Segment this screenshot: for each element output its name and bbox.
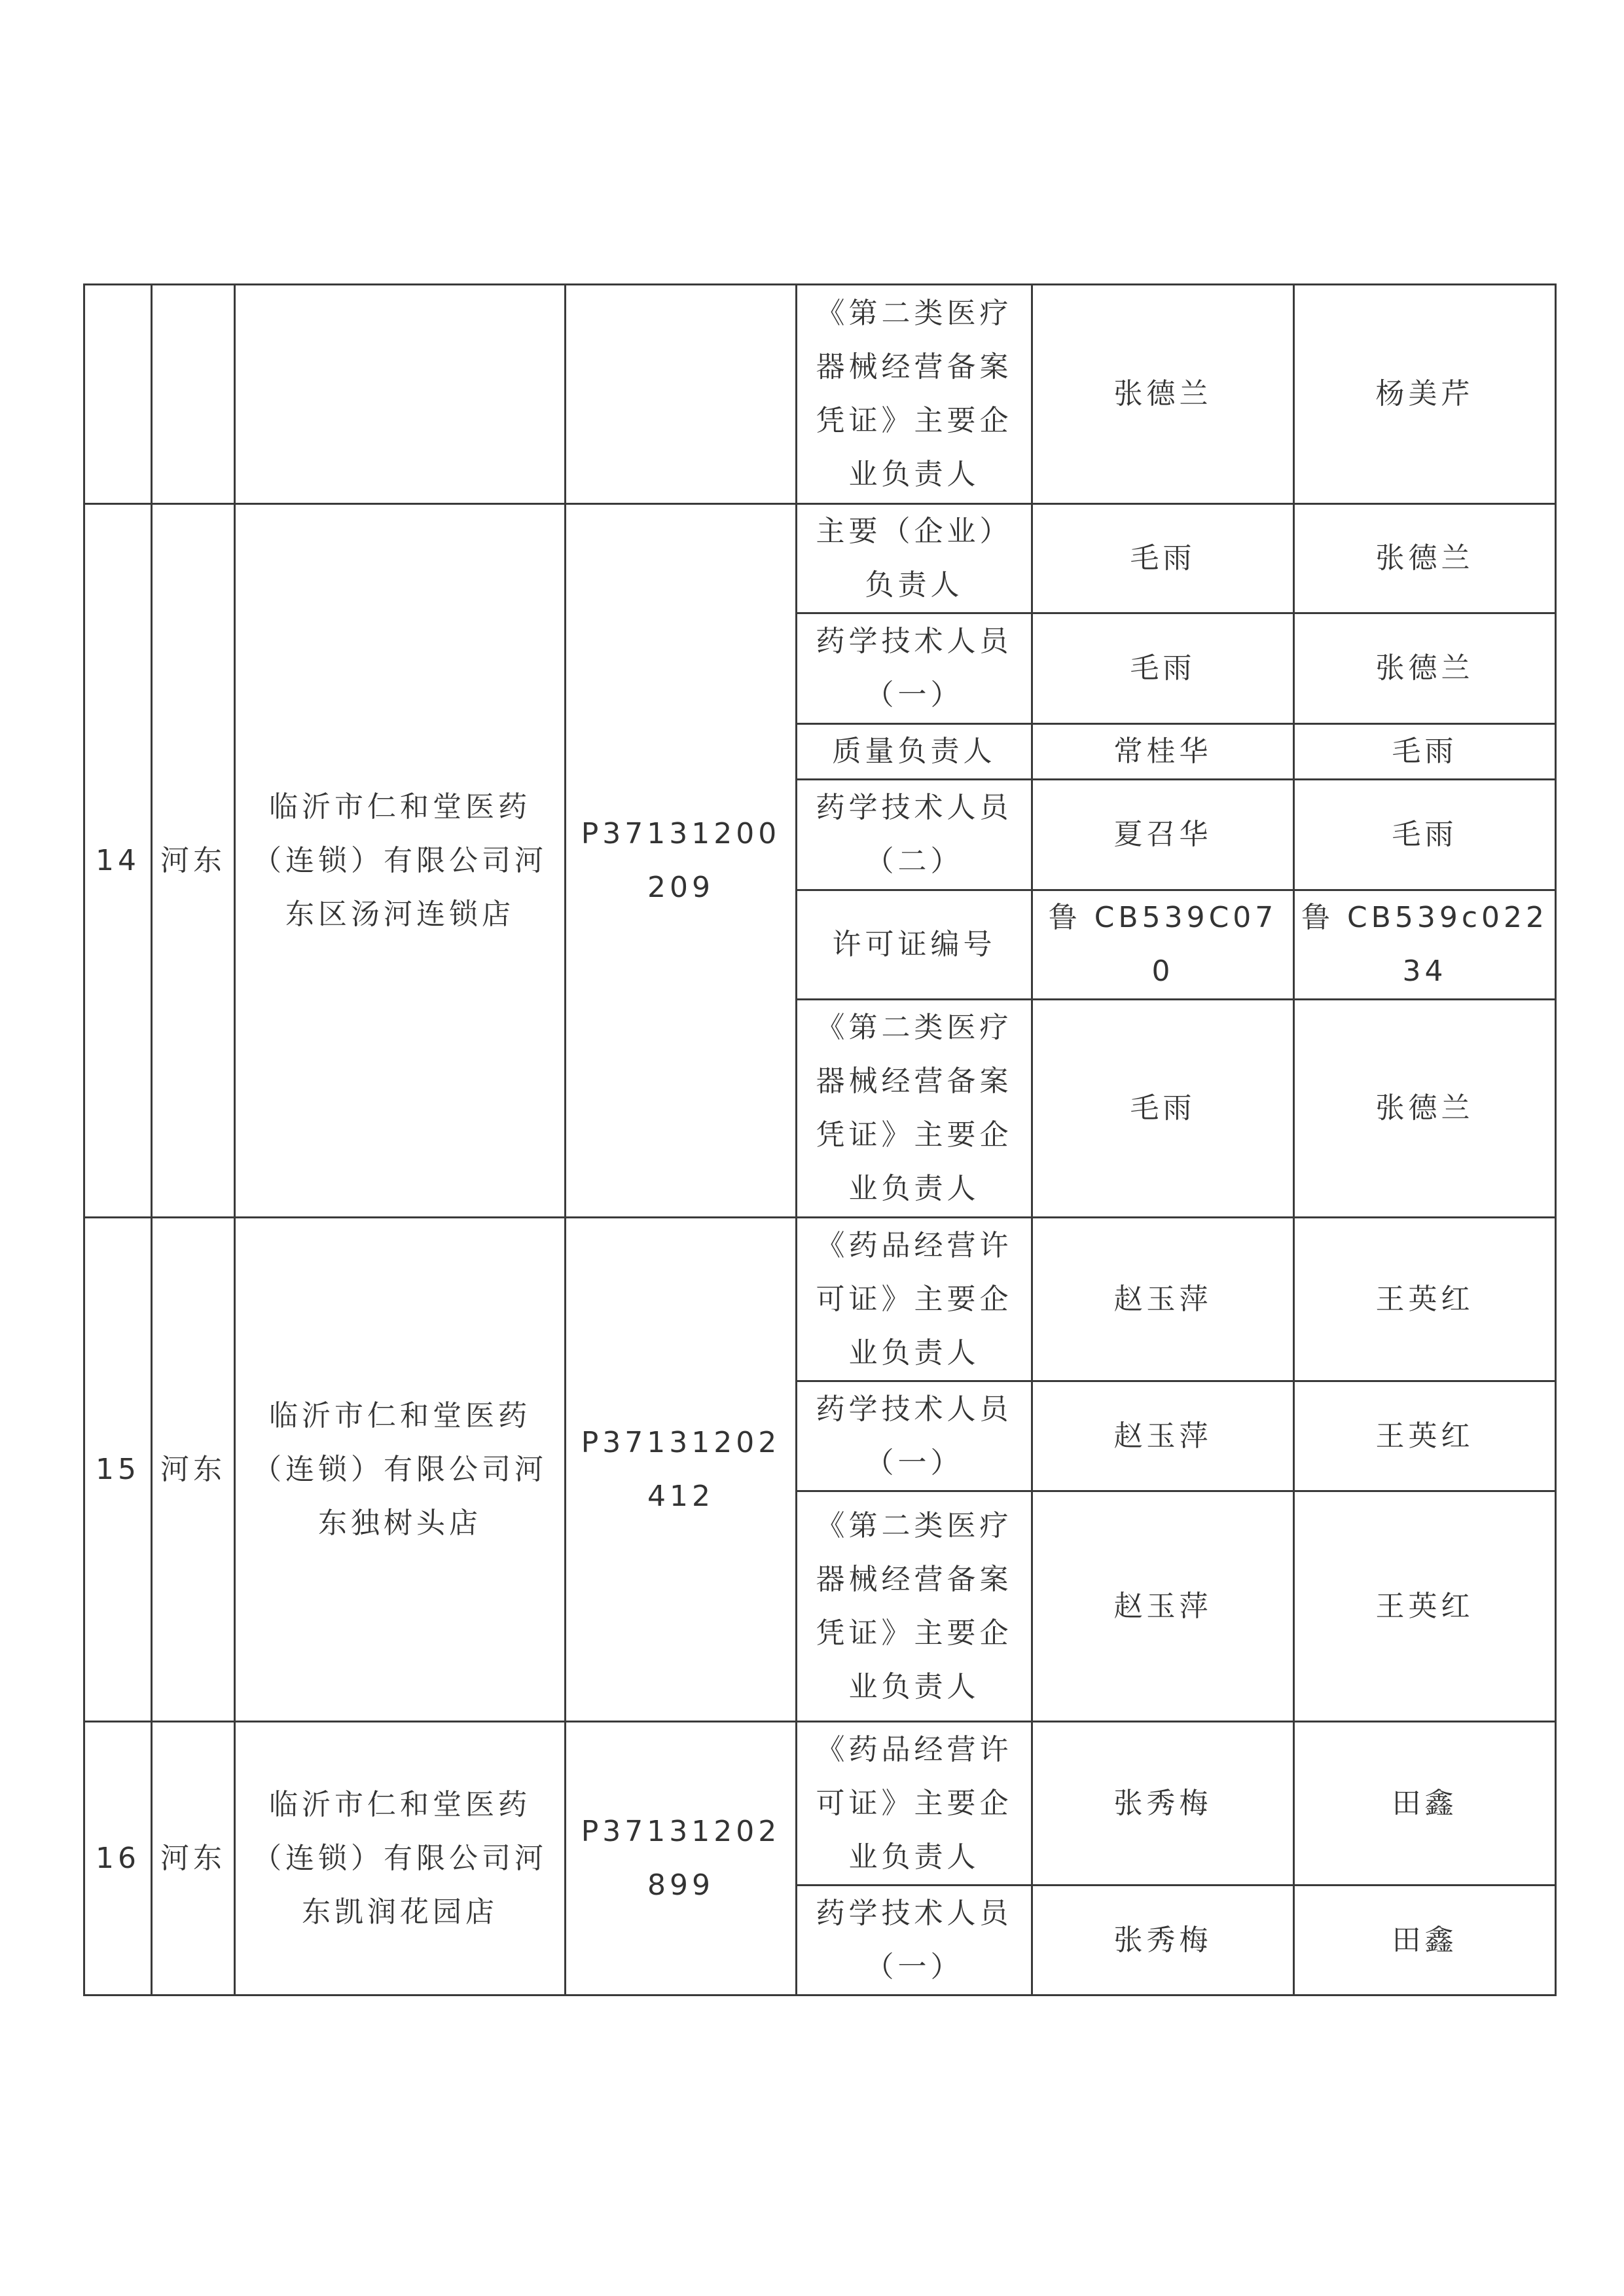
num-cell [84, 285, 152, 504]
field-cell: 《第二类医疗器械经营备案凭证》主要企业负责人 [797, 1000, 1032, 1218]
record-company: 临沂市仁和堂医药（连锁）有限公司河东区汤河连锁店 [235, 504, 566, 1218]
field-cell: 药学技术人员（一） [797, 613, 1032, 724]
before-value-cell: 张秀梅 [1032, 1886, 1294, 1995]
after-value-cell: 张德兰 [1294, 504, 1556, 613]
field-cell: 药学技术人员（一） [797, 1381, 1032, 1491]
after-value-cell: 王英红 [1294, 1491, 1556, 1722]
record-license: P37131200209 [566, 504, 797, 1218]
after-value-cell: 鲁 CB539c02234 [1294, 890, 1556, 1000]
table-row [84, 504, 1556, 613]
table-row [84, 1722, 1556, 1886]
before-value-cell: 鲁 CB539C070 [1032, 890, 1294, 1000]
before-value-cell: 毛雨 [1032, 1000, 1294, 1218]
after-value-cell: 王英红 [1294, 1381, 1556, 1491]
before-value-cell: 毛雨 [1032, 613, 1294, 724]
company-cell [235, 285, 566, 504]
record-number: 14 [84, 504, 152, 1218]
table-row [84, 1218, 1556, 1381]
record-company: 临沂市仁和堂医药（连锁）有限公司河东凯润花园店 [235, 1722, 566, 1995]
before-value-cell: 赵玉萍 [1032, 1381, 1294, 1491]
before-value-cell: 张德兰 [1032, 285, 1294, 504]
after-value-cell: 杨美芹 [1294, 285, 1556, 504]
field-cell: 许可证编号 [797, 890, 1032, 1000]
field-cell: 《药品经营许可证》主要企业负责人 [797, 1722, 1032, 1886]
record-number: 15 [84, 1218, 152, 1722]
record-region: 河东 [152, 504, 235, 1218]
records-table [83, 283, 1557, 1996]
field-cell: 质量负责人 [797, 724, 1032, 780]
field-cell: 《第二类医疗器械经营备案凭证》主要企业负责人 [797, 285, 1032, 504]
record-license: P37131202412 [566, 1218, 797, 1722]
after-value-cell: 毛雨 [1294, 724, 1556, 780]
record-region: 河东 [152, 1722, 235, 1995]
after-value-cell: 张德兰 [1294, 613, 1556, 724]
after-value-cell: 田鑫 [1294, 1722, 1556, 1886]
before-value-cell: 毛雨 [1032, 504, 1294, 613]
license-cell [566, 285, 797, 504]
field-cell: 药学技术人员（二） [797, 780, 1032, 890]
before-value-cell: 赵玉萍 [1032, 1491, 1294, 1722]
after-value-cell: 田鑫 [1294, 1886, 1556, 1995]
table-row [84, 285, 1556, 504]
field-cell: 药学技术人员（一） [797, 1886, 1032, 1995]
before-value-cell: 张秀梅 [1032, 1722, 1294, 1886]
field-cell: 《第二类医疗器械经营备案凭证》主要企业负责人 [797, 1491, 1032, 1722]
region-cell [152, 285, 235, 504]
record-company: 临沂市仁和堂医药（连锁）有限公司河东独树头店 [235, 1218, 566, 1722]
field-cell: 主要（企业）负责人 [797, 504, 1032, 613]
after-value-cell: 毛雨 [1294, 780, 1556, 890]
after-value-cell: 王英红 [1294, 1218, 1556, 1381]
before-value-cell: 常桂华 [1032, 724, 1294, 780]
record-region: 河东 [152, 1218, 235, 1722]
after-value-cell: 张德兰 [1294, 1000, 1556, 1218]
record-number: 16 [84, 1722, 152, 1995]
before-value-cell: 夏召华 [1032, 780, 1294, 890]
before-value-cell: 赵玉萍 [1032, 1218, 1294, 1381]
field-cell: 《药品经营许可证》主要企业负责人 [797, 1218, 1032, 1381]
record-license: P37131202899 [566, 1722, 797, 1995]
